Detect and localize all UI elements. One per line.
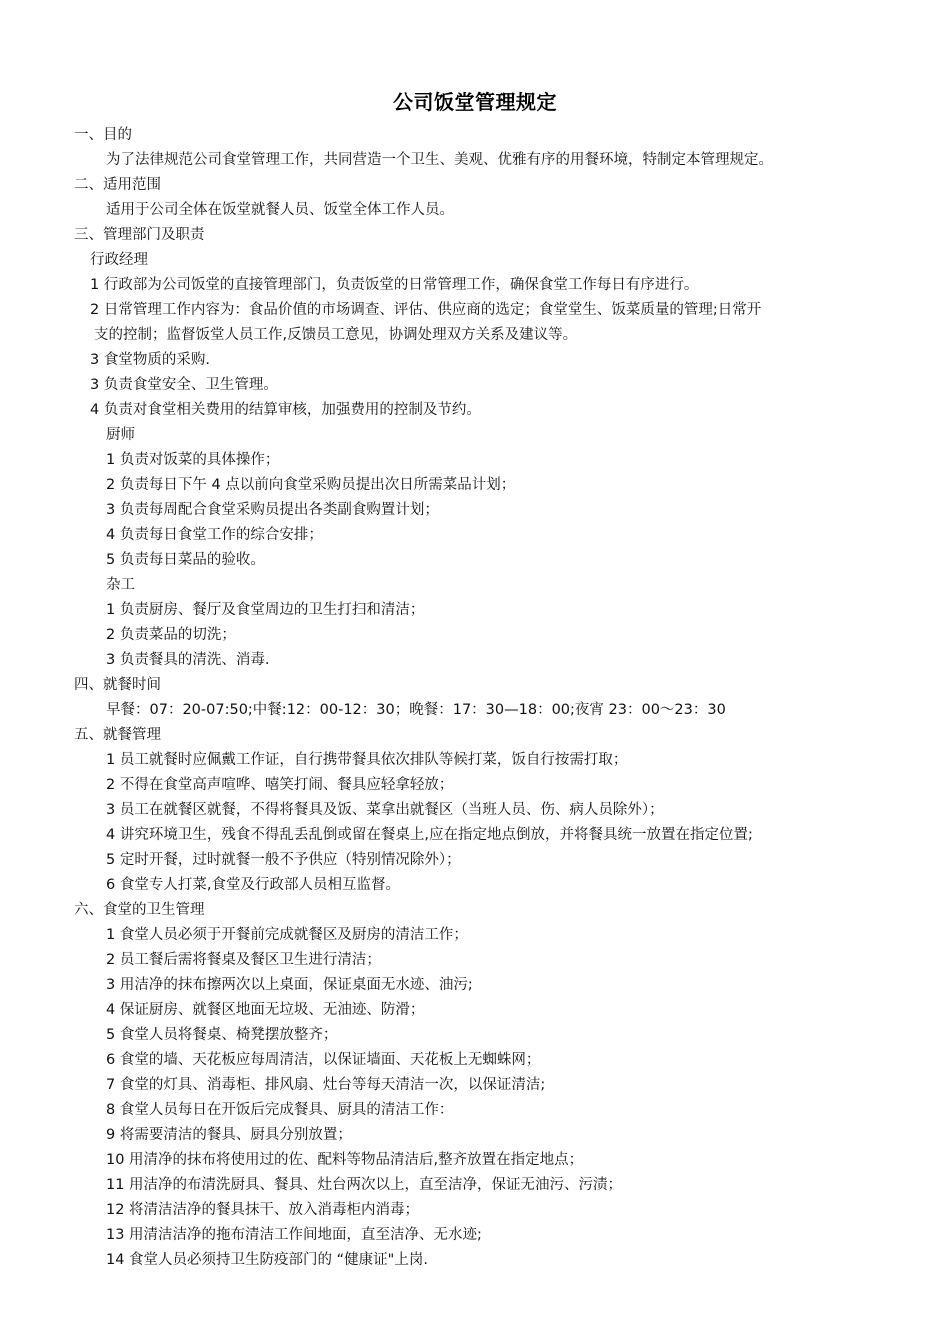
list-item: 12 将清洁洁净的餐具抹干、放入消毒柜内消毒； — [106, 1202, 420, 1218]
list-item: 5 食堂人员将餐桌、椅凳摆放整齐； — [106, 1027, 338, 1043]
list-item: 14 食堂人员必须持卫生防疫部门的 “健康证"上岗. — [106, 1252, 428, 1268]
role-admin-manager: 行政经理 — [90, 252, 148, 268]
list-item: 5 定时开餐，过时就餐一般不予供应（特别情况除外）； — [106, 852, 461, 868]
list-item: 3 员工在就餐区就餐，不得将餐具及饭、菜拿出就餐区（当班人员、伤、病人员除外）； — [106, 802, 664, 818]
list-item: 3 负责餐具的清洗、消毒. — [106, 652, 270, 668]
role-chef: 厨师 — [106, 427, 135, 443]
list-item: 1 负责对饭菜的具体操作； — [106, 452, 280, 468]
list-item: 4 保证厨房、就餐区地面无垃圾、无油迹、防滑； — [106, 1002, 425, 1018]
list-item: 2 日常管理工作内容为：食品价值的市场调查、评估、供应商的选定；食堂堂生、饭菜质量的管理;日常开 — [90, 302, 762, 318]
list-item: 6 食堂专人打菜,食堂及行政部人员相互监督。 — [106, 877, 400, 893]
list-item: 2 负责菜品的切洗； — [106, 627, 236, 643]
list-item: 13 用清洁洁净的拖布清洁工作间地面，直至洁净、无水迹; — [106, 1227, 482, 1243]
list-item: 11 用洁净的布清洗厨具、餐具、灶台两次以上，直至洁净，保证无油污、污渍； — [106, 1177, 623, 1193]
list-item: 7 食堂的灯具、消毒柜、排风扇、灶台等每天清洁一次，以保证清洁; — [106, 1077, 546, 1093]
list-item: 3 食堂物质的采购. — [90, 352, 210, 368]
section-1-heading: 一、目的 — [74, 127, 132, 143]
list-item: 3 负责食堂安全、卫生管理。 — [90, 377, 278, 393]
list-item: 3 负责每周配合食堂采购员提出各类副食购置计划； — [106, 502, 439, 518]
role-handyman: 杂工 — [106, 577, 135, 593]
list-item: 1 员工就餐时应佩戴工作证，自行携带餐具依次排队等候打菜，饭自行按需打取； — [106, 752, 628, 768]
list-item: 3 用洁净的抹布擦两次以上桌面，保证桌面无水迹、油污; — [106, 977, 473, 993]
section-2-heading: 二、适用范围 — [74, 177, 161, 193]
document-title: 公司饭堂管理规定 — [393, 90, 557, 114]
list-item: 10 用清净的抹布将使用过的佐、配料等物品清洁后,整齐放置在指定地点； — [106, 1152, 584, 1168]
section-3-heading: 三、管理部门及职责 — [74, 227, 205, 243]
list-item: 5 负责每日菜品的验收。 — [106, 552, 265, 568]
list-item: 4 负责每日食堂工作的综合安排； — [106, 527, 323, 543]
section-1-text: 为了法律规范公司食堂管理工作，共同营造一个卫生、美观、优雅有序的用餐环境，特制定本管理规定。 — [106, 152, 773, 168]
list-item: 4 讲究环境卫生，残食不得乱丢乱倒或留在餐桌上,应在指定地点倒放，并将餐具统一放置在指定位置; — [106, 827, 753, 843]
section-4-heading: 四、就餐时间 — [74, 677, 161, 693]
list-item: 1 负责厨房、餐厅及食堂周边的卫生打扫和清洁； — [106, 602, 425, 618]
section-2-text: 适用于公司全体在饭堂就餐人员、饭堂全体工作人员。 — [106, 202, 454, 218]
section-5-heading: 五、就餐管理 — [74, 727, 161, 743]
section-6-heading: 六、食堂的卫生管理 — [74, 902, 205, 918]
list-item: 1 行政部为公司饭堂的直接管理部门，负责饭堂的日常管理工作，确保食堂工作每日有序进行。 — [90, 277, 699, 293]
meal-times: 早餐：07：20-07:50;中餐:12：00-12：30；晚餐：17：30—18：00;夜宵 23：00～23：30 — [106, 702, 726, 718]
list-item: 4 负责对食堂相关费用的结算审核，加强费用的控制及节约。 — [90, 402, 481, 418]
list-item: 1 食堂人员必须于开餐前完成就餐区及厨房的清洁工作； — [106, 927, 468, 943]
list-item: 6 食堂的墙、天花板应每周清洁，以保证墙面、天花板上无蜘蛛网； — [106, 1052, 541, 1068]
list-item: 2 负责每日下午 4 点以前向食堂采购员提出次日所需菜品计划； — [106, 477, 516, 493]
list-item-continuation: 支的控制；监督饭堂人员工作,反馈员工意见，协调处理双方关系及建议等。 — [94, 327, 578, 343]
list-item: 2 员工餐后需将餐桌及餐区卫生进行清洁； — [106, 952, 381, 968]
list-item: 9 将需要清洁的餐具、厨具分别放置； — [106, 1127, 352, 1143]
list-item: 2 不得在食堂高声喧哗、嘻笑打闹、餐具应轻拿轻放； — [106, 777, 454, 793]
list-item: 8 食堂人员每日在开饭后完成餐具、厨具的清洁工作： — [106, 1102, 454, 1118]
